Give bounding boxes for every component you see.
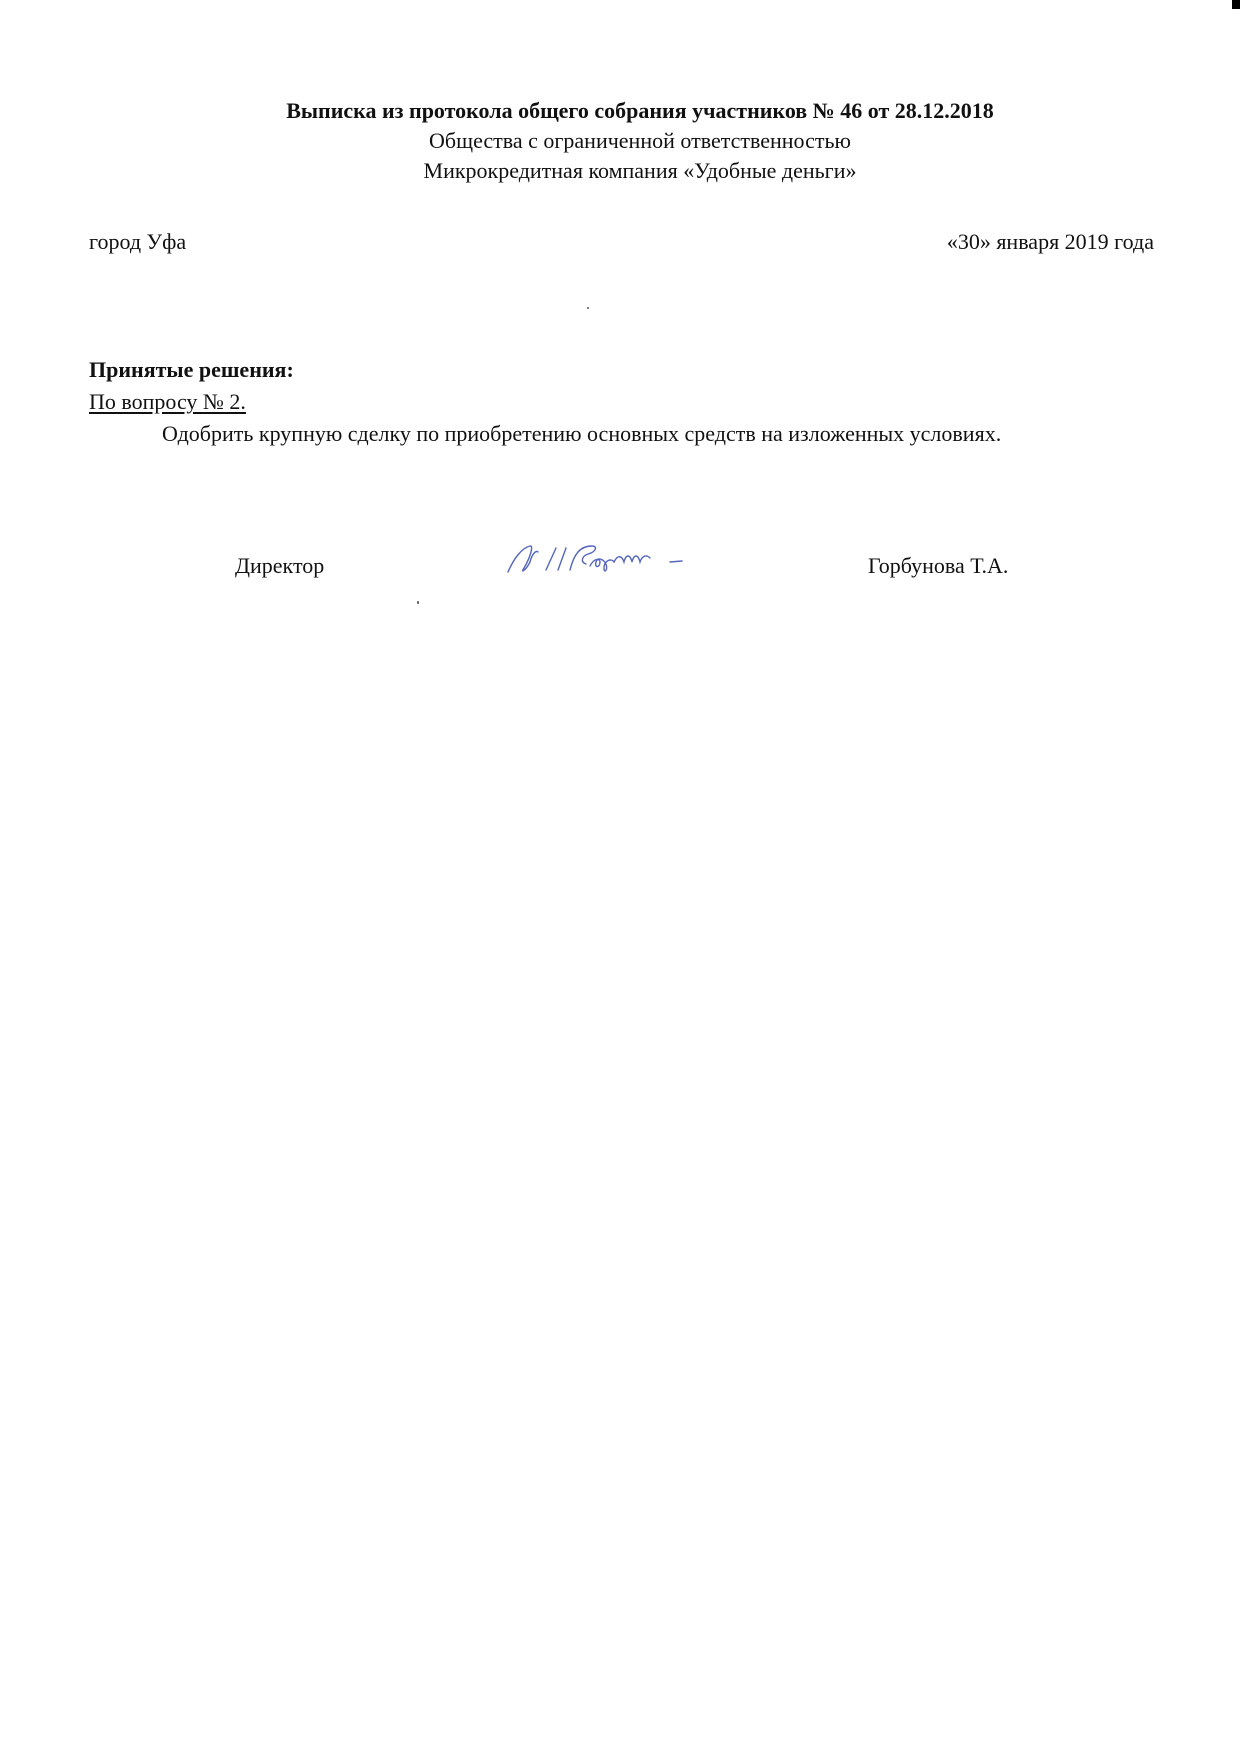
handwritten-signature: [500, 540, 720, 580]
signature-stroke: [614, 556, 650, 562]
scan-speck: [587, 307, 589, 309]
scan-corner-mark: [1232, 0, 1240, 9]
decisions-heading: Принятые решения:: [89, 357, 294, 382]
scan-speck: [417, 601, 419, 604]
signature-stroke: [590, 559, 614, 571]
signer-role: Директор: [235, 553, 325, 578]
decision-text: Одобрить крупную сделку по приобретению основных средств на изложенных условиях.: [162, 421, 1002, 446]
city-label: город Уфа: [89, 229, 187, 254]
company-name: Микрокредитная компания «Удобные деньги»: [423, 158, 857, 183]
question-label: По вопросу № 2.: [89, 389, 246, 414]
signature-stroke: [570, 546, 595, 570]
signer-name: Горбунова Т.А.: [868, 553, 1009, 578]
signature-stroke: [546, 548, 556, 570]
signature-stroke: [508, 546, 532, 572]
signature-stroke: [670, 561, 682, 562]
document-title: Выписка из протокола общего собрания участников № 46 от 28.12.2018: [286, 98, 994, 123]
document-header: [0, 96, 1240, 186]
company-type: Общества с ограниченной ответственностью: [429, 128, 851, 153]
document-date: «30» января 2019 года: [946, 229, 1154, 254]
signature-stroke: [558, 548, 566, 570]
